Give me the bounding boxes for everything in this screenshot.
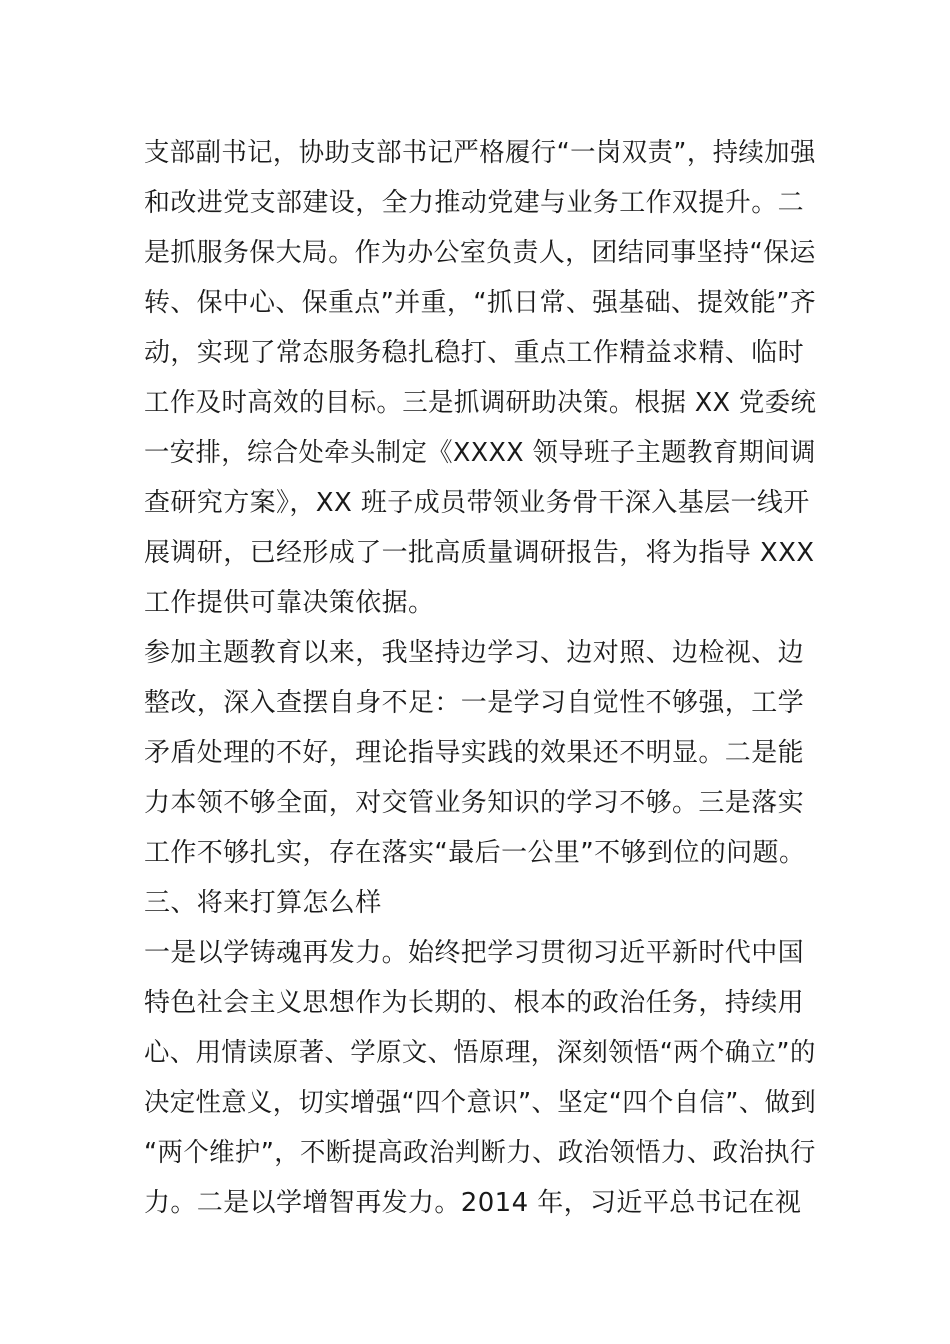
text-line: 心、用情读原著、学原文、悟原理，深刻领悟“两个确立”的 xyxy=(144,1038,816,1068)
section-heading: 三、将来打算怎么样 xyxy=(144,888,382,918)
text-line: 力本领不够全面，对交管业务知识的学习不够。三是落实 xyxy=(144,788,805,818)
text-line: 力。二是以学增智再发力。2014 年，习近平总书记在视 xyxy=(144,1188,802,1218)
text-line: “两个维护”，不断提高政治判断力、政治领悟力、政治执行 xyxy=(144,1138,816,1168)
text-line: 支部副书记，协助支部书记严格履行“一岗双责”，持续加强 xyxy=(144,138,816,168)
text-line: 参加主题教育以来，我坚持边学习、边对照、边检视、边 xyxy=(144,638,805,668)
document-body xyxy=(144,128,817,1228)
text-line: 和改进党支部建设，全力推动党建与业务工作双提升。二 xyxy=(144,188,805,218)
text-line: 工作提供可靠决策依据。 xyxy=(144,588,435,618)
text-line: 整改，深入查摆自身不足：一是学习自觉性不够强，工学 xyxy=(144,688,805,718)
text-line: 动，实现了常态服务稳扎稳打、重点工作精益求精、临时 xyxy=(144,338,805,368)
text-line: 一安排，综合处牵头制定《XXXX 领导班子主题教育期间调 xyxy=(144,438,816,468)
text-line: 展调研，已经形成了一批高质量调研报告，将为指导 XXX xyxy=(144,538,815,568)
text-line: 工作不够扎实，存在落实“最后一公里”不够到位的问题。 xyxy=(144,838,806,868)
text-line: 矛盾处理的不好，理论指导实践的效果还不明显。二是能 xyxy=(144,738,805,768)
text-line: 查研究方案》，XX 班子成员带领业务骨干深入基层一线开 xyxy=(144,488,810,518)
text-line: 决定性意义，切实增强“四个意识”、坚定“四个自信”、做到 xyxy=(144,1088,817,1118)
text-line: 特色社会主义思想作为长期的、根本的政治任务，持续用 xyxy=(144,988,805,1018)
text-line: 转、保中心、保重点”并重，“抓日常、强基础、提效能”齐 xyxy=(144,288,817,318)
text-line: 是抓服务保大局。作为办公室负责人，团结同事坚持“保运 xyxy=(144,238,816,268)
text-line: 一是以学铸魂再发力。始终把学习贯彻习近平新时代中国 xyxy=(144,938,805,968)
text-line: 工作及时高效的目标。三是抓调研助决策。根据 XX 党委统 xyxy=(144,388,817,418)
